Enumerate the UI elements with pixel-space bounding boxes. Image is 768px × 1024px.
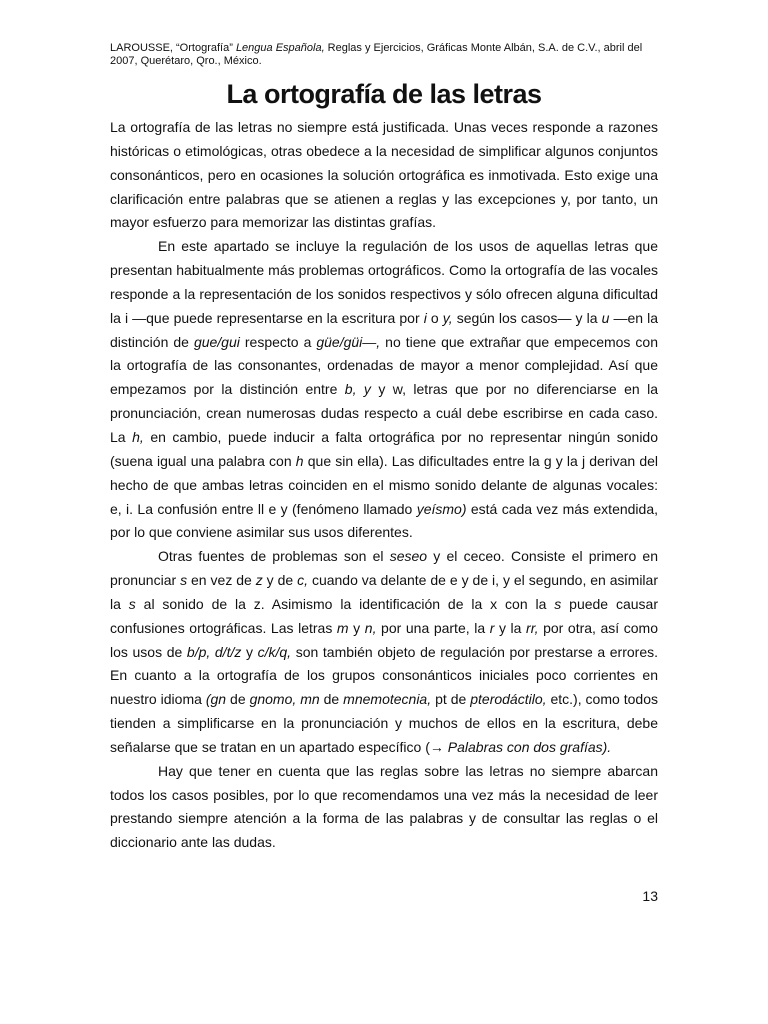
italic-text: z: [255, 572, 263, 589]
italic-text: c,: [297, 572, 309, 589]
italic-text: s: [554, 595, 562, 612]
italic-text: gue/gui: [193, 333, 240, 350]
italic-text: b, y: [344, 381, 371, 398]
text-run: y w, letras que por no diferenciarse en la pronunciación, crean numerosas dudas respecto a cuál debe escribirse en cada caso. La: [110, 381, 658, 445]
italic-text: seseo: [389, 548, 428, 565]
italic-text: rr,: [526, 619, 539, 636]
text-run: respecto a: [239, 333, 317, 350]
italic-text: m: [336, 619, 349, 636]
text-run: que sin ella). Las dificultades entre la g y la j derivan del hecho de que ambas letras coinciden en el mismo sonido delante de algunas vocales: e, i. La confusión entre ll e y (fenómeno llamado: [110, 452, 659, 517]
text-run: de: [226, 691, 250, 708]
paragraph-1: [110, 116, 658, 235]
paragraph-4: [110, 760, 658, 855]
text-run: y de: [262, 572, 298, 589]
text-run: puede causar confusiones ortográficas. Las letras: [110, 595, 658, 636]
text-run: son también objeto de regulación por prestarse a errores. En cuanto a la ortografía de los grupos consonánticos iniciales poco corrientes en nuestro idioma: [110, 643, 658, 708]
text-run: por una parte, la: [376, 619, 490, 636]
citation-italic-text: Lengua Española,: [235, 42, 325, 54]
paragraph-2: [110, 235, 658, 545]
italic-text: h,: [132, 428, 144, 445]
italic-text: yeísmo): [416, 500, 467, 517]
italic-text: güe/güi—,: [316, 333, 381, 350]
text-run: Hay que tener en cuenta que las reglas sobre las letras no siempre abarcan todos los casos posibles, por lo que recomendamos una vez más la necesidad de leer prestando siempre atención a la forma de las palabras y de consultar las reglas o el diccionario ante las dudas.: [110, 762, 658, 851]
document-page: [110, 42, 658, 855]
text-run: de: [319, 691, 344, 708]
italic-text: s: [180, 572, 188, 589]
text-run: y el ceceo. Consiste el primero en pronunciar: [110, 548, 658, 589]
text-run: y: [348, 619, 365, 636]
text-run: En este apartado se incluye la regulación de los usos de aquellas letras que presentan habitualmente más problemas ortográficos. Como la ortografía de las vocales responde a la representación de los sonidos respectivos y sólo ofrecen alguna dificultad la i —que puede representarse en la escritura por: [110, 238, 658, 326]
text-run: y la: [494, 619, 527, 636]
italic-text: c/k/q,: [257, 643, 292, 660]
citation-text-end: Reglas y Ejercicios, Gráficas Monte Albán, S.A. de C.V., abril del 2007, Querétaro, Qro., México.: [110, 42, 643, 67]
text-run: pt de: [431, 691, 471, 708]
text-run: etc.), como todos tienden a simplificarse en la pronunciación y muchos de ellos en la escritura, debe señalarse que se tratan en un apartado específico (: [110, 691, 658, 755]
italic-text: (gn: [205, 691, 227, 708]
text-run: Otras fuentes de problemas son el: [158, 548, 390, 565]
italic-text: h: [295, 452, 304, 469]
text-run: por otra, así como los usos de: [110, 619, 659, 660]
italic-text: u: [601, 309, 610, 326]
text-run: según los casos— y la: [452, 309, 602, 326]
italic-text: → Palabras con dos grafías).: [429, 738, 612, 755]
italic-text: gnomo, mn: [249, 691, 320, 708]
italic-text: i: [423, 309, 427, 326]
italic-text: y,: [442, 309, 453, 326]
italic-text: pterodáctilo,: [470, 691, 547, 708]
text-run: está cada vez más extendida, por lo que conviene asimilar sus usos diferentes.: [110, 500, 659, 541]
source-citation: [110, 42, 658, 68]
italic-text: n,: [364, 619, 377, 636]
text-run: en vez de: [187, 572, 256, 589]
text-run: —en la distinción de: [110, 309, 658, 350]
paragraph-3: [110, 545, 658, 760]
page-title: La ortografía de las letras: [226, 79, 542, 109]
italic-text: mnemotecnia,: [343, 691, 432, 708]
text-run: y: [241, 643, 258, 660]
page-number: 13: [642, 888, 658, 904]
text-run: en cambio, puede inducir a falta ortográfica por no representar ningún sonido (suena igual una palabra con: [110, 428, 658, 469]
text-run: al sonido de la z. Asimismo la identificación de la x con la: [135, 595, 555, 612]
text-run: La ortografía de las letras no siempre está justificada. Unas veces responde a razones históricas o etimológicas, otras obedece a la necesidad de simplificar algunos conjuntos consonánticos, pero en ocasiones la solución ortográfica es inmotivada. Esto exige una clarificación entre palabras que se atienen a reglas y las excepciones y, por tanto, un mayor esfuerzo para memorizar las distintas grafías.: [110, 119, 658, 231]
italic-text: b/p, d/t/z: [186, 643, 242, 660]
text-run: no tiene que extrañar que empecemos con la ortografía de las consonantes, ordenadas de mayor a menor complejidad. Así que empezamos por la distinción entre: [110, 333, 659, 398]
citation-text-start: LAROUSSE, “Ortografía”: [110, 42, 236, 54]
text-run: cuando va delante de e y de i, y el segundo, en asimilar la: [110, 572, 658, 612]
italic-text: r: [489, 619, 495, 636]
italic-text: s: [128, 595, 136, 612]
text-run: o: [426, 309, 443, 326]
